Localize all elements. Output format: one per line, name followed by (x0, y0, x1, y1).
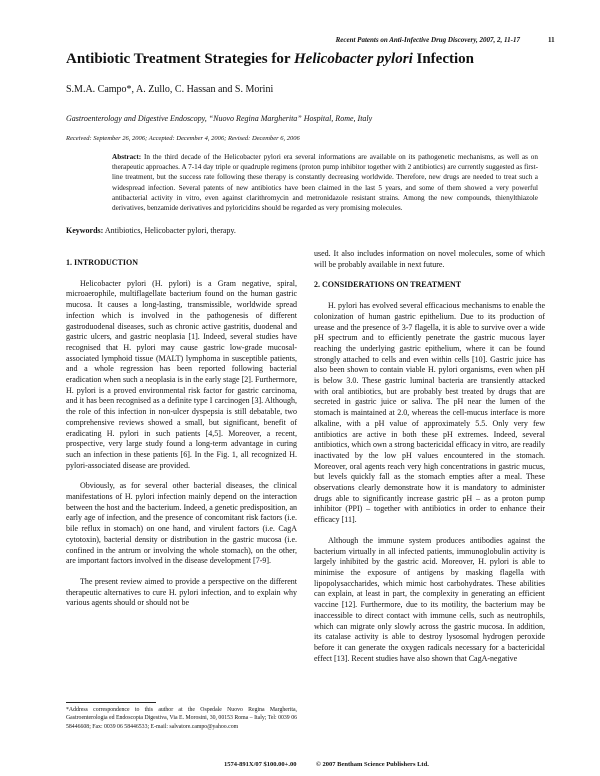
issn-price: 1574-891X/07 $100.00+.00 (224, 761, 297, 768)
copyright: © 2007 Bentham Science Publishers Ltd. (316, 761, 429, 768)
title-part-1: Antibiotic Treatment Strategies for (66, 51, 295, 67)
authors: S.M.A. Campo*, A. Zullo, C. Hassan and S. Morini (66, 84, 274, 95)
footnote-divider (66, 702, 156, 703)
affiliation: Gastroenterology and Digestive Endoscopy, “Nuovo Regina Margherita” Hospital, Rome, Italy (66, 114, 373, 123)
keywords-label: Keywords: (66, 226, 104, 235)
section-heading-treatment: 2. CONSIDERATIONS ON TREATMENT (314, 280, 462, 290)
section-heading-introduction: 1. INTRODUCTION (66, 258, 139, 267)
keywords-text: Antibiotics, Helicobacter pylori, therapy. (103, 226, 236, 235)
article-dates: Received: September 26, 2006; Accepted: December 4, 2006; Revised: December 6, 2006 (66, 135, 300, 142)
column-right (314, 249, 545, 664)
article-title (66, 50, 536, 68)
continued-paragraph: used. It also includes information on novel molecules, some of which will be probably available in next future. (314, 249, 545, 269)
intro-paragraph-1: Helicobacter pylori (H. pylori) is a Gram negative, spiral, microaerophile, multiflagellate bacterium found on the human gastric mucosa. It causes a long-lasting, transmissible, worldwide spread infection which is involved in the pathogenesis of different gastroduodenal diseases, such as chronic active gastritis, duodenal and gastric ulcers, and gastric neoplasia [1]. Indeed, several studies have recognised that H. pylori may cause gastric low-grade mucosal-associated lymphoid tissue (MALT) lymphoma in susceptible patients, and a whole regression has been reported following bacterial eradication when such a neoplasia is in the early stage [2]. Furthermore, H. pylori is a proved environmental risk factor for gastric carcinoma, and it has been recognised as a definite type I carcinogen [3]. Although, the role of this infection in non-ulcer dyspepsia is still debatable, two comprehensive reviews showed a small, but significant, benefit of eradicating H. pylori in such patients [4,5]. Moreover, a recent, prospective, very large study found a long-term advantage in curing such an infection in these patients [6]. In the Fig. 1, all recognized H. pylori-associated disease are provided. (66, 278, 297, 470)
treatment-paragraph-2: Although the immune system produces antibodies against the bacterium virtually in all infected patients, immunoglobulin activity is largely inhibited by the gastric acid. Moreover, H. pylori is able to minimise the exposure of antigens by masking flagella with lipopolysaccharides, which mimic host carbohydrates. These abilities can explain, at least in part, the complexity in generating an efficient vaccine [12]. Furthermore, due to its motility, the bacterium may be inaccessible to direct contact with immune cells, such as neutrophils, which can migrate only slowly across the gastric mucosa. In addition, its catalase activity is able to destroy lysosomal hydrogen peroxide before it can generate the oxygen radicals necessary for a bactericidal effect [13]. Recent studies have also shown that CagA-negative (314, 535, 545, 663)
abstract-text: In the third decade of the Helicobacter pylori era several informations are available on its pathogenetic mechanisms, as well as on therapeutic approaches. A 7-14 day triple or quadruple regimens (proton pump inhibitor together with 2 antibiotics) are currently suggested as first-line treatment, but the success rate following these therapy is constantly decreasing worldwide. Therefore, new drugs are needed to treat such a widespread infection. Several patents of new antibiotics have been claimed in the last 5 years, and some of them showed a very powerful antibacterial activity in vitro, even against clarithromycin and metronidazole resistant strains. Among the new compounds, thienylthiazole derivatives, benzamide derivatives and pyloricidins should be regarded as very promising molecules. (112, 153, 538, 213)
intro-paragraph-3: The present review aimed to provide a perspective on the different therapeutic alternatives to cure H. pylori infection, and to explain why various agents should or should not be (66, 576, 297, 608)
abstract (112, 152, 538, 213)
intro-paragraph-2: Obviously, as for several other bacterial diseases, the clinical manifestations of H. pylori infection mainly depend on the interaction between the host and the bacterium. Indeed, a genetic predisposition, an early age of infection, and the presence of concomitant risk factors (i.e. bile reflux in stomach) on one hand, and virulent factors (i.e. CagA cytotoxin), bacterial density or distribution in the gastric mucosa (i.e. confined in the antrum or involving the whole stomach), on the other, are important factors involved in the disease development [7-9]. (66, 481, 297, 566)
page-number: 11 (548, 36, 555, 44)
title-part-2: Infection (412, 51, 474, 67)
treatment-paragraph-1: H. pylori has evolved several efficacious mechanisms to enable the colonization of human gastric epithelium. Due to its production of urease and the presence of 3-7 flagella, it is able to survive over a wide pH spectrum and to efficiently penetrate the gastric mucous layer reaching the underlying gastric epithelium, where it can be found strongly attached to cells and even within cells [10]. Gastric juice has also been shown to contain viable H. pylori organisms, even when pH is below 3.0. These gastric luminal bacteria are transiently attacked with oral antibiotics, but are probably best treated by drugs that are secreted in gastric juice or saliva. The pH near the lumen of the stomach is maintained at 2.0, whereas the cell-mucus interface is more alkaline, with a pH value of approximately 5.5. Only very few antibiotics are active in both these pH extremes. Indeed, several antibiotics, which own a strong bactericidal efficacy in vitro, are readily inactivated by the low pH values encountered in the stomach. Moreover, oral agents reach very high concentrations in gastric mucus, but levels quickly fall as the stomach empties after a meal. These observations clearly demonstrate how it is mandatory to administer drugs able to significantly increase gastric pH – as a proton pump inhibitor (PPI) – together with antibiotics in order to enhance their efficacy [11]. (314, 301, 545, 525)
journal-header: Recent Patents on Anti-Infective Drug Discovery, 2007, 2, 11-17 (335, 36, 520, 44)
column-left (66, 258, 297, 609)
keywords (66, 226, 536, 235)
title-italic: Helicobacter pylori (294, 51, 413, 67)
correspondence-footnote: *Address correspondence to this author at the Ospedale Nuovo Regina Margherita, Gastroenterologia ed Endoscopia Digestiva, Via E. Morosini, 30, 00153 Roma – Italy; Tel: 0039 06 58446608; Fax: 0039 06 58446533; E-mail: salvatore.campo@yahoo.com (66, 707, 297, 730)
abstract-label: Abstract: (112, 153, 142, 161)
